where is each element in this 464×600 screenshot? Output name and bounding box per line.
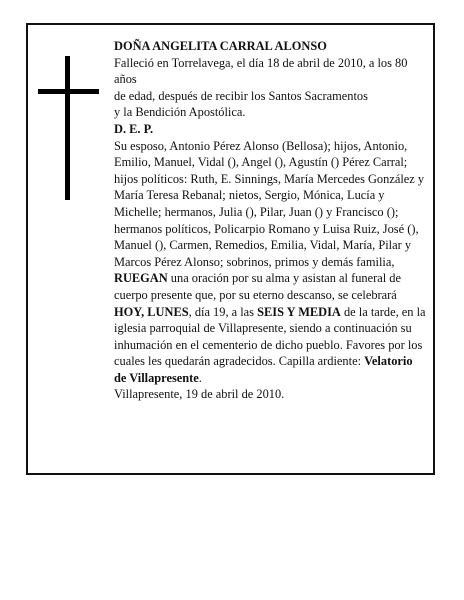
comma-separator: , xyxy=(141,304,148,319)
death-line-3: y la Bendición Apostólica. xyxy=(114,105,246,120)
obituary-text xyxy=(114,38,426,403)
dep-line: D. E. P. xyxy=(114,121,154,136)
request-part-3: de la tarde, en la iglesia parroquial de Villapresente, siendo a continuación su inhumación en el cementerio de dicho pueblo. Favores por los cuales les quedarán agradecidos. Capilla ardiente: xyxy=(114,304,426,369)
hoy-word: HOY xyxy=(114,304,142,319)
cross-icon xyxy=(38,56,99,200)
death-line-2: de edad, después de recibir los Santos Sacramentos xyxy=(114,88,368,103)
family-paragraph: Su esposo, Antonio Pérez Alonso (Bellosa); hijos, Antonio, Emilio, Manuel, Vidal (), Angel (), Agustín () Pérez Carral; hijos políticos: Ruth, E. Sinnings, María Mercedes González y María Teresa Rebanal; nietos, Sergio, Mónica, Lucía y Michelle; hermanos, Julia (), Pilar, Juan () y Francisco (); hermanos políticos, Policarpio Romano y Luisa Ruiz, José (), Manuel (), Carmen, Remedios, Emilia, Vidal, María, Pilar y Marcos Pérez Alonso; sobrinos, primos y demás familia, xyxy=(114,138,425,269)
cross-horizontal-bar xyxy=(38,89,99,94)
death-line-1: Falleció en Torrelavega, el día 18 de abril de 2010, a los 80 años xyxy=(114,55,408,87)
chapel-name: Velatorio de Villapresente xyxy=(114,354,413,385)
ruegan-word: RUEGAN xyxy=(114,271,168,286)
request-paragraph xyxy=(114,270,426,386)
place-date: Villapresente, 19 de abril de 2010. xyxy=(114,387,285,402)
request-end: . xyxy=(198,370,202,385)
cross-vertical-bar xyxy=(65,56,70,200)
service-time: SEIS Y MEDIA xyxy=(257,304,341,319)
request-part-1: una oración por su alma y asistan al funeral de cuerpo presente que, por su eterno descanso, se celebrará xyxy=(114,271,401,302)
deceased-name: DOÑA ANGELITA CARRAL ALONSO xyxy=(114,39,327,53)
request-part-2: , día 19, a las xyxy=(188,304,258,319)
obituary-notice xyxy=(26,23,435,475)
lunes-word: LUNES xyxy=(147,304,189,319)
